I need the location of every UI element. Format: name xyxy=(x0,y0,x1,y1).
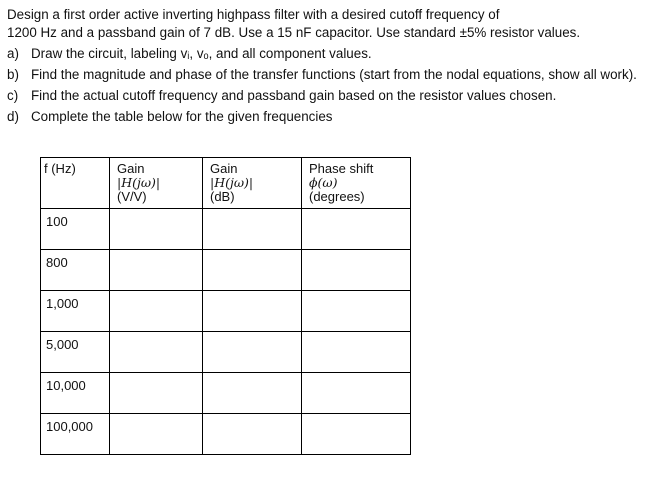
item-text: Find the actual cutoff frequency and passband gain based on the resistor values chosen. xyxy=(31,88,557,103)
phase-cell[interactable] xyxy=(302,209,411,250)
frequency-cell xyxy=(41,332,110,373)
frequency-value: 5,000 xyxy=(46,337,79,352)
gain-db-cell[interactable] xyxy=(203,250,302,291)
header-frequency-label: f (Hz) xyxy=(44,161,76,176)
item-label: b) xyxy=(7,67,19,82)
header-gain-label: Gain xyxy=(210,161,238,176)
frequency-cell xyxy=(41,291,110,332)
list-item xyxy=(7,87,643,105)
header-frequency xyxy=(41,158,110,209)
header-phase xyxy=(302,158,411,209)
item-text: Find the magnitude and phase of the transfer functions (start from the nodal equations, show all work). xyxy=(31,67,637,82)
intro-line-2: 1200 Hz and a passband gain of 7 dB. Use a 15 nF capacitor. Use standard ±5% resistor values. xyxy=(7,25,581,40)
item-label: c) xyxy=(7,88,19,103)
gain-vv-cell[interactable] xyxy=(110,250,203,291)
header-phase-label: Phase shift xyxy=(309,161,374,176)
header-gain-symbol: |H(jω)| xyxy=(210,175,254,190)
problem-items xyxy=(7,45,643,126)
phase-cell[interactable] xyxy=(302,332,411,373)
phase-cell[interactable] xyxy=(302,373,411,414)
header-phase-unit: (degrees) xyxy=(309,189,365,204)
table-row xyxy=(41,291,411,332)
gain-db-cell[interactable] xyxy=(203,209,302,250)
item-text: Complete the table below for the given frequencies xyxy=(31,109,333,124)
intro-line-1: Design a first order active inverting highpass filter with a desired cutoff frequency of xyxy=(7,7,500,22)
phase-cell[interactable] xyxy=(302,291,411,332)
gain-vv-cell[interactable] xyxy=(110,373,203,414)
frequency-value: 1,000 xyxy=(46,296,79,311)
gain-vv-cell[interactable] xyxy=(110,332,203,373)
phase-cell[interactable] xyxy=(302,414,411,455)
phase-cell[interactable] xyxy=(302,250,411,291)
header-gain-unit: (dB) xyxy=(210,189,235,204)
gain-db-cell[interactable] xyxy=(203,414,302,455)
frequency-cell xyxy=(41,373,110,414)
frequency-value: 10,000 xyxy=(46,378,86,393)
header-gain-unit: (V/V) xyxy=(117,189,147,204)
list-item xyxy=(7,45,643,63)
header-phase-symbol: ϕ(ω) xyxy=(309,175,338,190)
item-text: Draw the circuit, labeling vᵢ, vₒ, and all component values. xyxy=(31,46,372,61)
item-label: a) xyxy=(7,46,19,61)
gain-vv-cell[interactable] xyxy=(110,291,203,332)
header-gain-label: Gain xyxy=(117,161,145,176)
list-item xyxy=(7,66,643,84)
gain-vv-cell[interactable] xyxy=(110,414,203,455)
frequency-value: 100,000 xyxy=(46,419,93,434)
table-row xyxy=(41,414,411,455)
frequency-cell xyxy=(41,414,110,455)
table-row xyxy=(41,373,411,414)
table-row xyxy=(41,332,411,373)
item-label: d) xyxy=(7,109,19,124)
header-gain-symbol: |H(jω)| xyxy=(117,175,161,190)
problem-intro xyxy=(7,6,643,42)
header-gain-db xyxy=(203,158,302,209)
header-gain-vv xyxy=(110,158,203,209)
table-header-row xyxy=(41,158,411,209)
gain-db-cell[interactable] xyxy=(203,373,302,414)
gain-vv-cell[interactable] xyxy=(110,209,203,250)
gain-db-cell[interactable] xyxy=(203,332,302,373)
frequency-cell xyxy=(41,250,110,291)
frequency-response-table xyxy=(40,157,411,455)
gain-db-cell[interactable] xyxy=(203,291,302,332)
frequency-cell xyxy=(41,209,110,250)
table-row xyxy=(41,250,411,291)
table-row xyxy=(41,209,411,250)
frequency-value: 800 xyxy=(46,255,68,270)
list-item xyxy=(7,108,643,126)
frequency-value: 100 xyxy=(46,214,68,229)
